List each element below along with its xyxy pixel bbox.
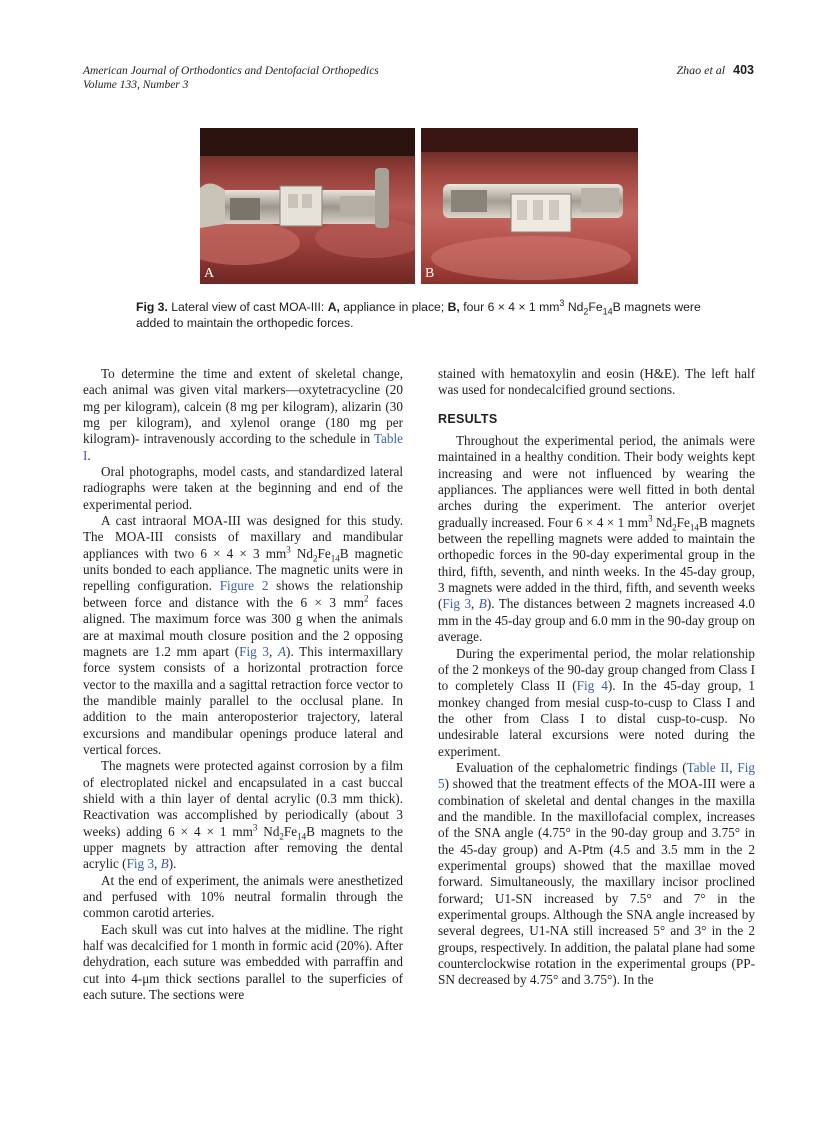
subscript: 2 xyxy=(583,306,589,317)
paragraph: Evaluation of the cephalometric findings (Table II, Fig 5) showed that the treatment effects of the MOA-III were a combination of skeletal and dental changes in the maxilla and the mandible. In the maxillofacial complex, increases of the SNA angle (4.75° in the 90-day group and 3.75° in the 45-day group) and A-Ptm (4.5 and 3.5 mm in the 2 experimental groups) showed that the maxillae moved forward. Simultaneously, the maxillary incisor proclined forward; U1-SN increased by 7.5° and 7° in the experimental groups. Although the SNA angle increased by several degrees, U1-NA still increased 5° and 3° in the 2 groups, respectively. In addition, the palatal plane had some counterclockwise rotation in the experimental groups (PP-SN decreased by 4.75° and 3.75°). In the xyxy=(438,759,755,988)
journal-title: American Journal of Orthodontics and Dentofacial Orthopedics xyxy=(83,65,379,77)
figure-5-link[interactable]: Fig 5 xyxy=(438,759,755,792)
figure-caption xyxy=(136,299,736,331)
paragraph: Throughout the experimental period, the animals were maintained in a healthy condition. Their body weights kept increasing and were not influenced by wearing the appliances. The appliances were well fitted in both dental arches during the experiment. The anterior overjet gradually increased. Four 6 × 4 × 1 $mm^3$ $Nd_2Fe_{14}B$ magnets between the repelling magnets were added to maintain the orthopedic forces in the 90-day experimental group in the third, fifth, seventh, and ninth weeks. In the 45-day group, 3 magnets were added in the third, fifth, and seventh weeks (Fig 3, B). The distances between 2 magnets increased 4.0 mm in the 45-day group and 6.0 mm in the 90-day group on average. xyxy=(438,433,756,645)
table-2-link[interactable]: Table II xyxy=(686,759,730,775)
journal-volume: Volume 133, Number 3 xyxy=(83,79,189,91)
caption-text: Lateral view of cast MOA-III: xyxy=(171,300,325,314)
paragraph: At the end of experiment, the animals were anesthetized and perfused with 10% neutral formalin through the common carotid arteries. xyxy=(83,872,403,921)
caption-text: Fe xyxy=(588,300,603,314)
caption-label: Fig 3. xyxy=(136,300,168,314)
caption-panel-b-ref: B, xyxy=(447,300,460,314)
left-column xyxy=(83,366,403,1003)
section-heading-results: RESULTS xyxy=(438,411,498,426)
paragraph: During the experimental period, the molar relationship of the 2 monkeys of the 90-day group changed from Class I to completely Class II (Fig 4). In the 45-day group, 1 monkey changed from mesial cusp-to-cusp to Class I and the other from Class I to distal cusp-to-cusp. No undesirable lateral excursions were noted during the experiment. xyxy=(438,645,755,759)
figure-3-link[interactable]: Fig 3 xyxy=(126,856,155,872)
paragraph: The magnets were protected against corrosion by a film of electroplated nickel and encapsulated in a cast buccal shield with a thin layer of dental acrylic (0.3 mm thick). Reactivation was accomplished by periodically (about 3 weeks) adding 6 × 4 × 1 $mm^3$ $Nd_2Fe_{14}B$ magnets to the upper magnets by attraction after removing the dental acrylic (Fig 3, B). xyxy=(83,758,403,872)
caption-text: B magnets were added to maintain the orthopedic forces. xyxy=(136,300,701,330)
figure-panel-b xyxy=(421,128,638,284)
paragraph: To determine the time and extent of skeletal change, each animal was given vital markers—oxytetracycline (20 mg per kilogram), calcein (8 mg per kilogram), alizarin (30 mg per kilogram), and xylenol orange (180 mg per kilogram)- intravenously according to the schedule in Table I. xyxy=(83,366,403,463)
running-header-right xyxy=(676,63,754,78)
paragraph: stained with hematoxylin and eosin (H&E). The left half was used for nondecalcified ground sections. xyxy=(438,366,755,398)
panel-label-a: A xyxy=(204,266,215,281)
table-1-link[interactable]: Table I xyxy=(83,431,403,463)
caption-panel-a-ref: A, xyxy=(327,300,340,314)
running-header-left xyxy=(83,64,379,92)
figure-4-link[interactable]: Fig 4 xyxy=(576,678,608,694)
page-number: 403 xyxy=(733,63,754,77)
dental-photo-b xyxy=(421,128,638,284)
caption-text: Nd xyxy=(567,300,584,314)
figure-3-link[interactable]: Fig 3 xyxy=(442,596,472,612)
dental-photo-a xyxy=(200,128,415,284)
panel-label-b: B xyxy=(425,266,435,281)
caption-text: four 6 × 4 × 1 mm xyxy=(463,300,560,314)
figure-2-link[interactable]: Figure 2 xyxy=(219,578,269,594)
figure-panel-a xyxy=(200,128,415,284)
right-column xyxy=(438,366,755,989)
caption-text: appliance in place; xyxy=(343,300,445,314)
running-authors: Zhao et al xyxy=(676,63,726,77)
subscript: 14 xyxy=(602,306,613,317)
paragraph: Oral photographs, model casts, and standardized lateral radiographs were taken at the beginning and end of the experimental period. xyxy=(83,464,403,512)
superscript: 3 xyxy=(559,297,565,308)
figure-3-link[interactable]: Fig 3 xyxy=(239,643,270,659)
paragraph: A cast intraoral MOA-III was designed for this study. The MOA-III consists of maxillary and mandibular appliances with two 6 × 4 × 3 $mm^3$ $Nd_2Fe_{14}B$ magnetic units bonded to each appliance. The magnetic units were in repelling configuration. Figure 2 shows the relationship between force and distance with the 6 × 3 $mm^2$ faces aligned. The maximum force was 300 g when the animals are at maximal mouth closure position and the 2 opposing magnets are 1.2 mm apart (Fig 3, A). This intermaxillary force system consists of a horizontal protraction force vector to the maxilla and a sagittal retraction force vector to the mandible mainly parallel to the occlusal plane. In addition to the main anteroposterior trajectory, lateral excursions and mandibular openings produce lateral and vertical forces. xyxy=(83,513,403,757)
paragraph: Each skull was cut into halves at the midline. The right half was decalcified for 1 month in formic acid (20%). After dehydration, each suture was embedded with parraffin and cut into 4-μm thick sections parallel to the superficies of each suture. The sections were xyxy=(83,921,403,1003)
